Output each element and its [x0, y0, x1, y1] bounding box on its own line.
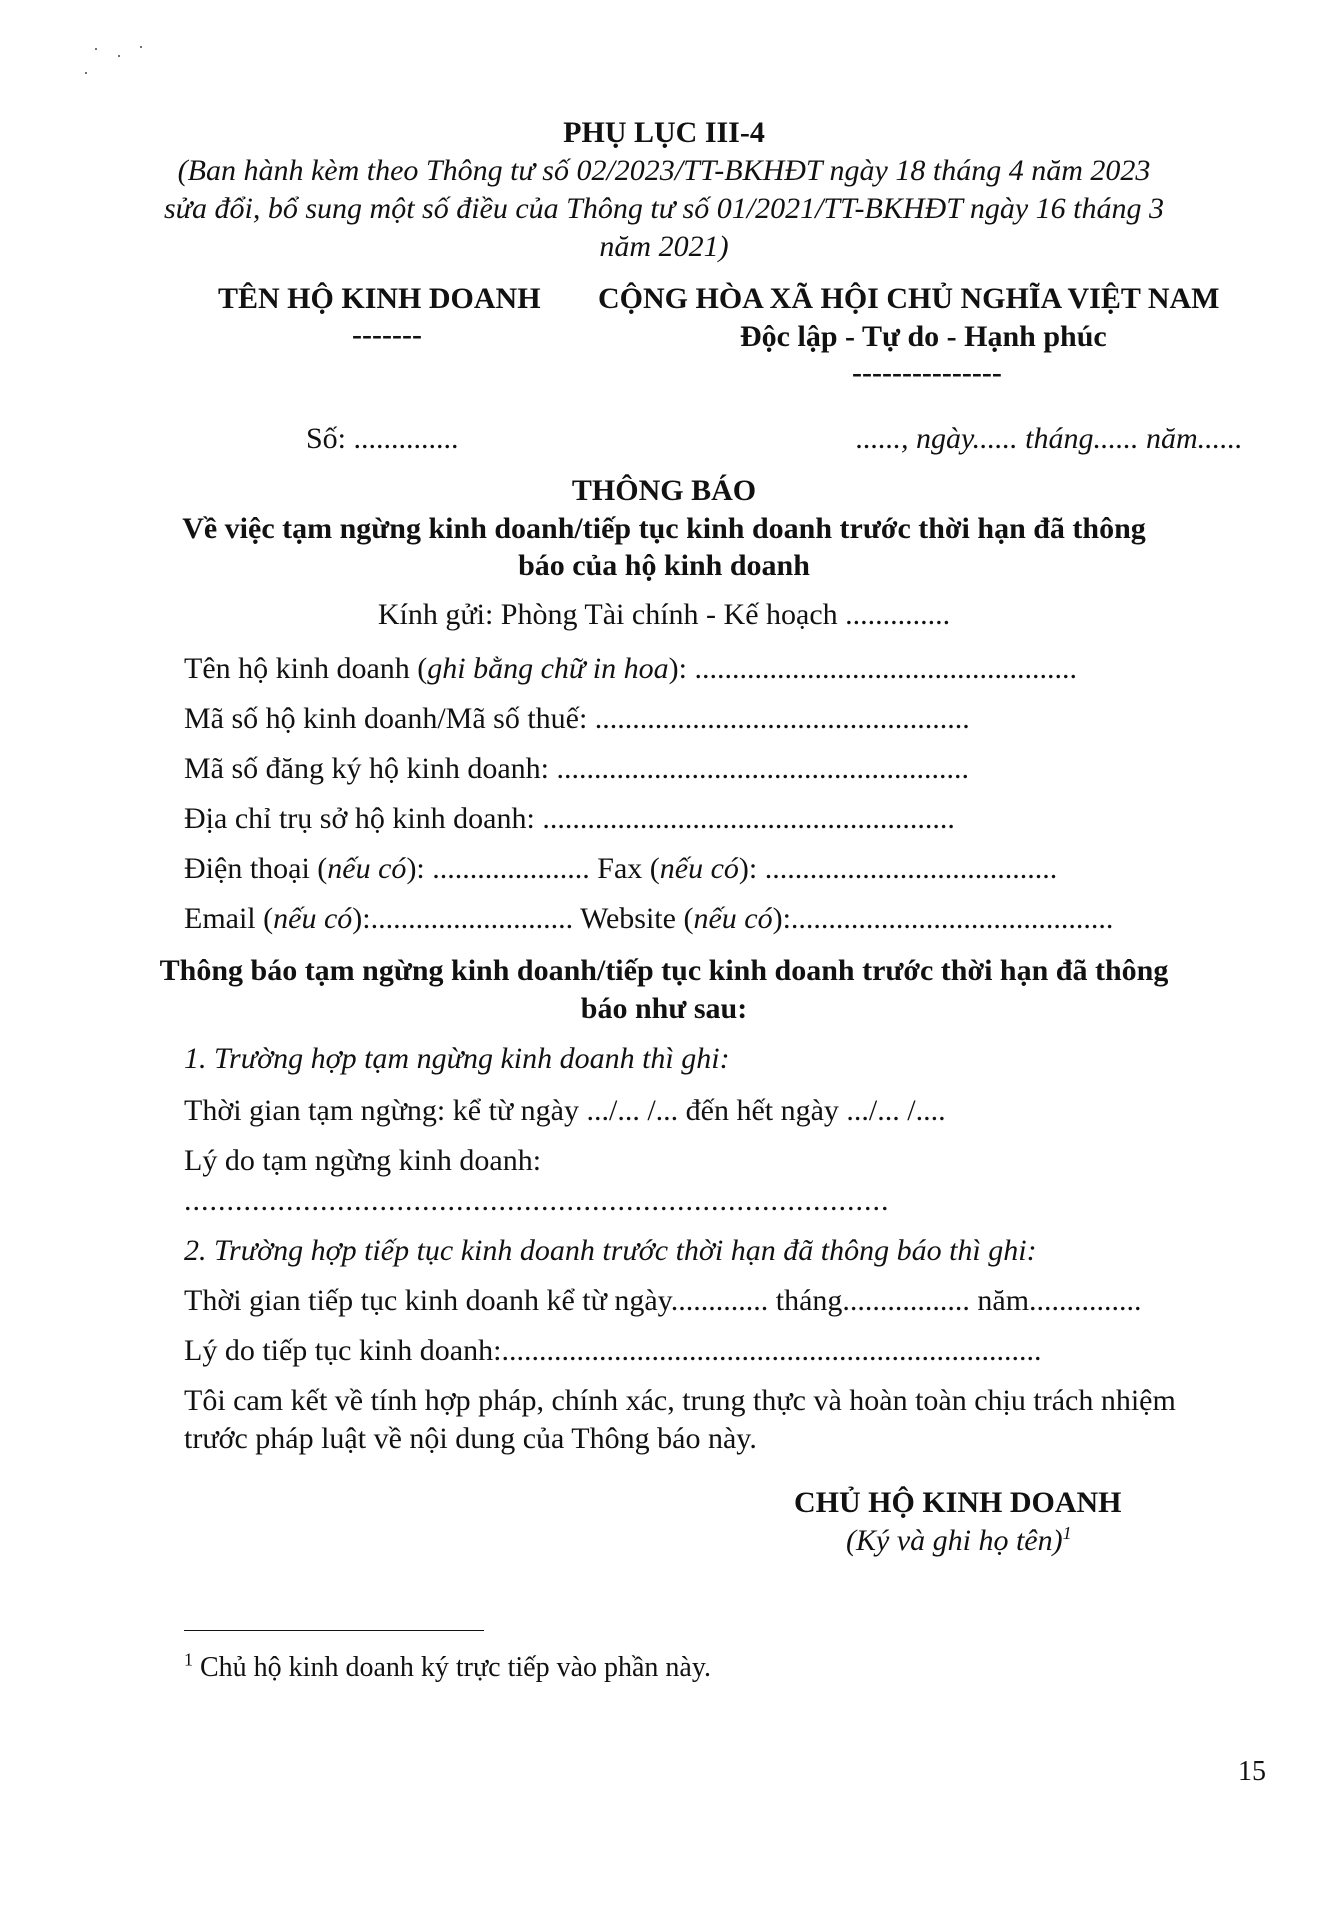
field-registration-code: Mã số đăng ký hộ kinh doanh: .......................................................	[184, 752, 969, 785]
issued-note-line-1: (Ban hành kèm theo Thông tư số 02/2023/TT-BKHĐT ngày 18 tháng 4 năm 2023	[177, 154, 1151, 187]
case2-reason: Lý do tiếp tục kinh doanh:........................................................................	[184, 1334, 1042, 1367]
case1-reason: Lý do tạm ngừng kinh doanh:	[184, 1144, 542, 1177]
signature-title: CHỦ HỘ KINH DOANH	[794, 1486, 1122, 1519]
case1-reason-dots: ...................................................................................	[184, 1184, 890, 1217]
footnote-separator	[184, 1630, 484, 1631]
scan-speck	[95, 48, 97, 50]
issued-note-line-2: sửa đổi, bổ sung một số điều của Thông tư số 01/2021/TT-BKHĐT ngày 16 tháng 3	[163, 192, 1164, 225]
signature-footnote-mark: 1	[1062, 1523, 1072, 1543]
content-heading-line-2: báo như sau:	[580, 992, 748, 1025]
phone-hint: nếu có	[327, 852, 407, 885]
scan-speck	[118, 55, 120, 57]
email-label: Email (	[184, 902, 274, 935]
notice-subject-line-2: báo của hộ kinh doanh	[518, 549, 810, 582]
scan-speck	[140, 46, 142, 48]
signature-hint	[846, 1524, 1072, 1558]
motto-dash: ---------------	[852, 356, 1002, 389]
case2-period: Thời gian tiếp tục kinh doanh kể từ ngày............. tháng................. năm...............	[184, 1284, 1142, 1317]
fax-dots: ): .......................................	[738, 852, 1058, 885]
commitment-line-1: Tôi cam kết về tính hợp pháp, chính xác, trung thực và hoàn toàn chịu trách nhiệm	[184, 1384, 1176, 1417]
email-dots: ):........................... Website (	[352, 902, 694, 935]
phone-label: Điện thoại (	[184, 852, 328, 885]
scan-speck	[85, 72, 87, 74]
issued-note-line-3: năm 2021)	[599, 230, 729, 263]
country-heading: CỘNG HÒA XÃ HỘI CHỦ NGHĨA VIỆT NAM	[598, 282, 1220, 315]
footnote-mark: 1	[184, 1649, 193, 1670]
motto: Độc lập - Tự do - Hạnh phúc	[740, 320, 1107, 353]
signature-hint-text: (Ký và ghi họ tên)	[846, 1524, 1063, 1557]
fax-hint: nếu có	[659, 852, 739, 885]
field-business-name-hint: ghi bằng chữ in hoa	[427, 652, 669, 685]
field-phone-fax	[184, 852, 1057, 886]
footnote	[184, 1649, 712, 1684]
page-number: 15	[1238, 1756, 1266, 1787]
website-hint: nếu có	[693, 902, 773, 935]
field-tax-code: Mã số hộ kinh doanh/Mã số thuế: ..................................................	[184, 702, 970, 735]
business-name-dash: -------	[352, 318, 422, 351]
footnote-text: Chủ hộ kinh doanh ký trực tiếp vào phần này.	[193, 1652, 712, 1683]
document-date: ......, ngày...... tháng...... năm......	[856, 422, 1243, 455]
field-email-website	[184, 902, 1113, 936]
case1-period: Thời gian tạm ngừng: kể từ ngày .../... /... đến hết ngày .../... /....	[184, 1094, 946, 1127]
case1-title: 1. Trường hợp tạm ngừng kinh doanh thì ghi:	[184, 1042, 730, 1075]
notice-title: THÔNG BÁO	[571, 474, 757, 507]
website-dots: ):...........................................	[772, 902, 1114, 935]
field-business-name	[184, 652, 1077, 686]
commitment-line-2: trước pháp luật về nội dung của Thông báo này.	[184, 1422, 757, 1455]
business-name-heading: TÊN HỘ KINH DOANH	[218, 282, 541, 315]
email-hint: nếu có	[273, 902, 353, 935]
case2-title: 2. Trường hợp tiếp tục kinh doanh trước thời hạn đã thông báo thì ghi:	[184, 1234, 1037, 1267]
field-business-name-dots: ): ...................................................	[668, 652, 1077, 685]
field-business-name-label: Tên hộ kinh doanh (	[184, 652, 428, 685]
phone-dots: ): ..................... Fax (	[406, 852, 660, 885]
document-number: Số: ..............	[306, 422, 459, 455]
appendix-title: PHỤ LỤC III-4	[563, 116, 765, 149]
recipient: Kính gửi: Phòng Tài chính - Kế hoạch ..............	[377, 598, 951, 631]
notice-subject-line-1: Về việc tạm ngừng kinh doanh/tiếp tục kinh doanh trước thời hạn đã thông	[182, 512, 1146, 545]
field-address: Địa chỉ trụ sở hộ kinh doanh: .......................................................	[184, 802, 955, 835]
content-heading-line-1: Thông báo tạm ngừng kinh doanh/tiếp tục kinh doanh trước thời hạn đã thông	[159, 954, 1169, 987]
